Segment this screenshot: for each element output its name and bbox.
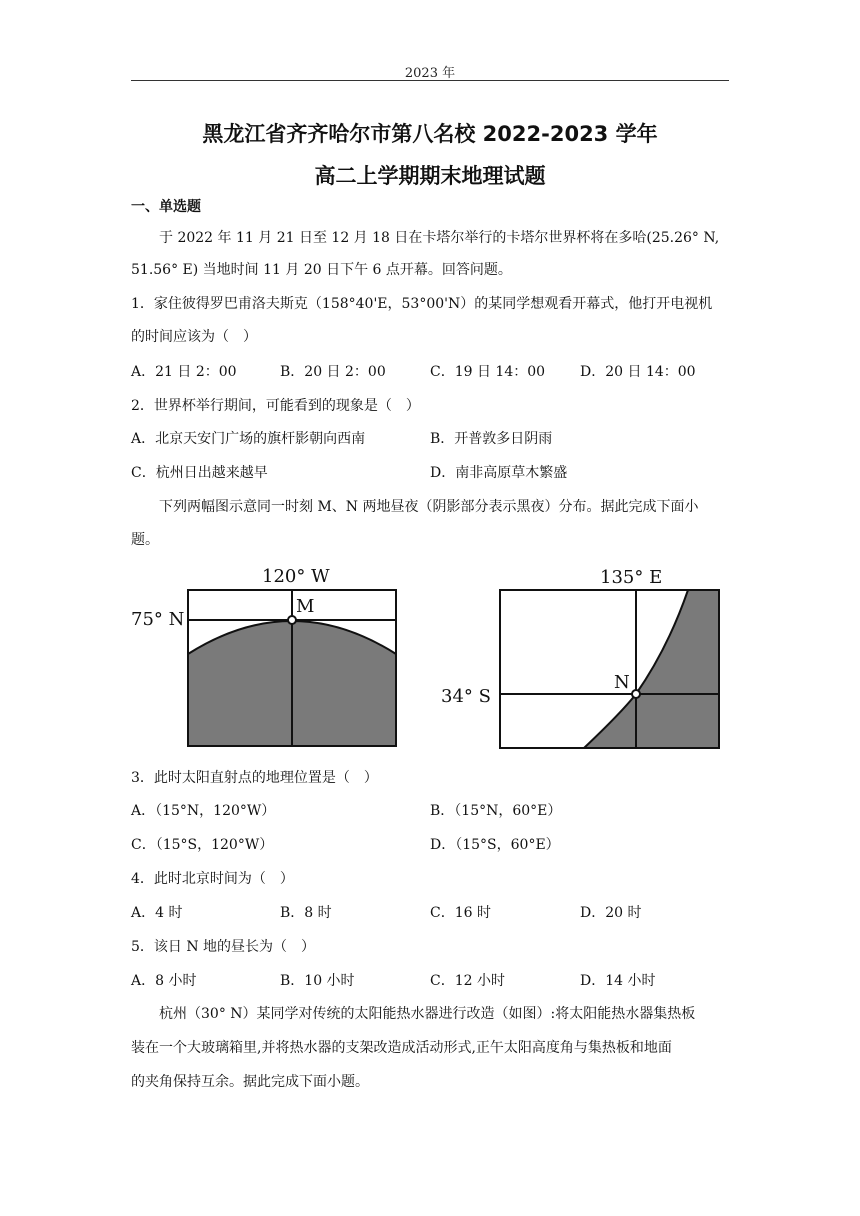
q1-option-d: D．20 日 14：00 [580,364,696,380]
passage3-line1: 杭州（30° N）某同学对传统的太阳能热水器进行改造（如图）:将太阳能热水器集热板 [159,1006,696,1022]
passage2-line1: 下列两幅图示意同一时刻 M、N 两地昼夜（阴影部分表示黑夜）分布。据此完成下面小 [159,499,699,515]
figure-m-latitude-label: 75° N [131,609,185,630]
q2-option-b: B．开普敦多日阴雨 [430,431,553,447]
q2-option-c: C．杭州日出越来越早 [131,465,268,481]
figure-m-day-night-diagram [186,588,400,748]
q3-option-b: B．（15°N，60°E） [430,803,562,819]
q1-option-b: B．20 日 2：00 [280,364,386,380]
passage1-line2: 51.56° E) 当地时间 11 月 20 日下午 6 点开幕。回答问题。 [131,262,512,278]
q2-option-d: D．南非高原草木繁盛 [430,465,568,481]
q4-option-a: A．4 时 [131,905,183,921]
q5-stem: 5．该日 N 地的昼长为（ ） [131,939,316,955]
page-header-year: 2023 年 [404,66,456,81]
exam-title-line2: 高二上学期期末地理试题 [314,164,546,188]
section-heading: 一、单选题 [131,199,201,215]
figure-m-point-label: M [296,596,315,617]
q2-stem: 2．世界杯举行期间，可能看到的现象是（ ） [131,398,420,414]
figure-n-longitude-label: 135° E [600,567,663,588]
figure-n-point-label: N [614,672,630,693]
q4-option-c: C．16 时 [430,905,491,921]
q3-option-a: A．（15°N，120°W） [131,803,276,819]
q3-option-d: D．（15°S，60°E） [430,837,560,853]
q5-option-d: D．14 小时 [580,973,656,989]
passage3-line2: 装在一个大玻璃箱里,并将热水器的支架改造成活动形式,正午太阳高度角与集热板和地面 [131,1040,672,1056]
q3-stem: 3．此时太阳直射点的地理位置是（ ） [131,770,378,786]
figure-n-day-night-diagram [498,588,721,750]
figure-m-longitude-label: 120° W [262,566,330,587]
passage3-line3: 的夹角保持互余。据此完成下面小题。 [131,1074,369,1090]
q4-option-d: D．20 时 [580,905,642,921]
passage1-line1: 于 2022 年 11 月 21 日至 12 月 18 日在卡塔尔举行的卡塔尔世界杯将在多哈(25.26° N, [159,230,720,246]
q3-option-c: C．（15°S，120°W） [131,837,274,853]
figure-m-point-marker [288,616,296,624]
figure-n-latitude-label: 34° S [441,686,491,707]
q5-option-b: B．10 小时 [280,973,355,989]
q2-option-a: A．北京天安门广场的旗杆影朝向西南 [131,431,366,447]
q5-option-c: C．12 小时 [430,973,505,989]
q4-option-b: B．8 时 [280,905,332,921]
header-divider [131,80,729,81]
exam-title-line1: 黑龙江省齐齐哈尔市第八名校 2022-2023 学年 [202,122,658,146]
q1-stem-line2: 的时间应该为（ ） [131,329,257,345]
figure-n-point-marker [632,690,640,698]
q1-stem-line1: 1．家住彼得罗巴甫洛夫斯克（158°40'E，53°00'N）的某同学想观看开幕式，他打开电视机 [131,296,713,312]
q4-stem: 4．此时北京时间为（ ） [131,871,294,887]
passage2-line2: 题。 [131,532,159,548]
q1-option-a: A．21 日 2：00 [131,364,237,380]
q5-option-a: A．8 小时 [131,973,197,989]
q1-option-c: C．19 日 14：00 [430,364,546,380]
